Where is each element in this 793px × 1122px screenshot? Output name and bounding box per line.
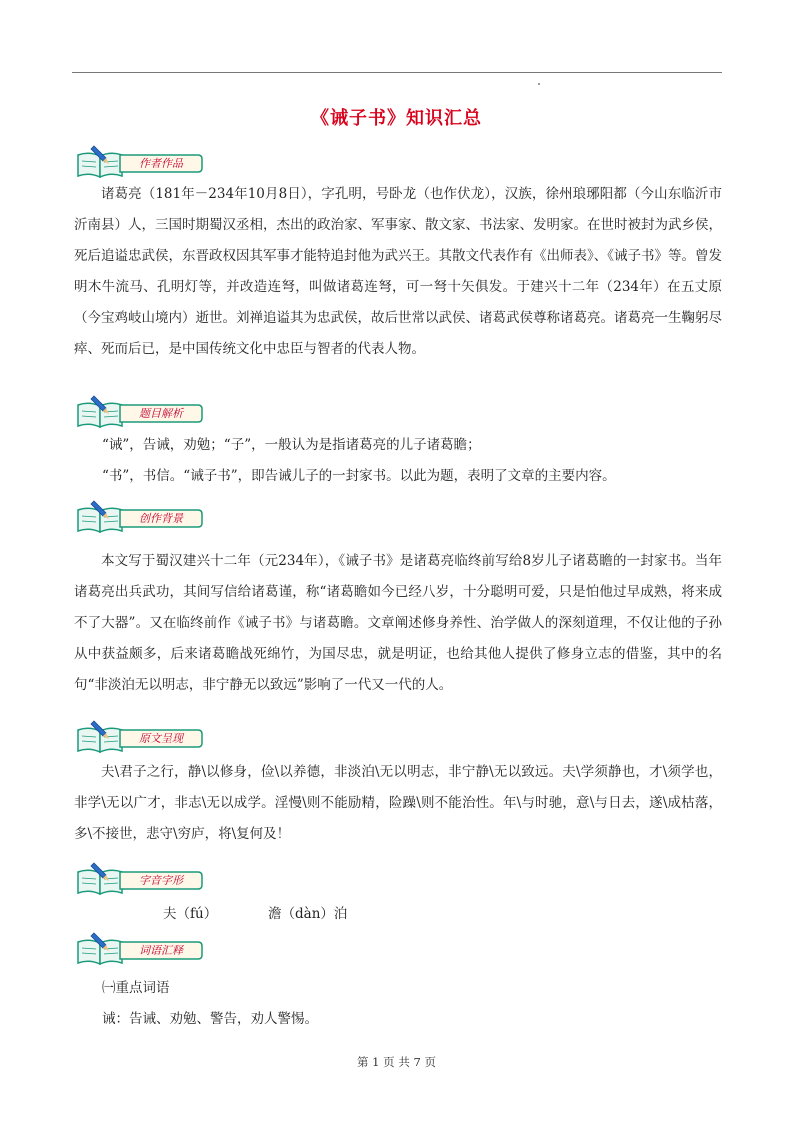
pronunciation-item-1: 夫（fú） xyxy=(163,906,218,922)
section-badge-background xyxy=(76,498,208,534)
pronunciation-item-2: 澹（dàn）泊 xyxy=(268,906,348,922)
page-title: 《诫子书》知识汇总 xyxy=(311,108,482,129)
book-pencil-icon xyxy=(76,498,124,534)
section-label: 词语汇释 xyxy=(139,944,183,957)
section-label: 题目解析 xyxy=(139,407,183,420)
background-paragraph: 本文写于蜀汉建兴十二年（元234年），《诫子书》是诸葛亮临终前写给8岁儿子诸葛瞻的一封家书。当年诸葛亮出兵武功，其间写信给诸葛谨，称“诸葛瞻如今已经八岁，十分聪明可爱，只是怕他过早成熟，将来成不了大器”。又在临终前作《诫子书》与诸葛瞻。文章阐述修身养性、治学做人的深刻道理，不仅让他的子孙从中获益颇多，后来诸葛瞻战死绵竹，为国尽忠，就是明证，也给其他人提供了修身立志的借鉴，其中的名句“非淡泊无以明志，非宁静无以致远”影响了一代又一代的人。 xyxy=(74,553,722,693)
section-label: 创作背景 xyxy=(139,512,183,525)
vocab-item: 诫：告诫、劝勉、警告，劝人警惕。 xyxy=(102,1011,318,1027)
book-pencil-icon xyxy=(76,930,124,966)
section-badge-original xyxy=(76,718,208,754)
author-paragraph: 诸葛亮（181年－234年10月8日），字孔明，号卧龙（也作伏龙），汉族，徐州琅琊阳都（今山东临沂市沂南县）人，三国时期蜀汉丞相，杰出的政治家、军事家、散文家、书法家、发明家。在世时被封为武乡侯，死后追谥忠武侯，东晋政权因其军事才能特追封他为武兴王。其散文代表作有《出师表》、《诫子书》等。曾发明木牛流马、孔明灯等，并改造连弩，叫做诸葛连弩，可一弩十矢俱发。于建兴十二年（234年）在五丈原（今宝鸡岐山境内）逝世。刘禅追谥其为忠武侯，故后世常以武侯、诸葛武侯尊称诸葛亮。诸葛亮一生鞠躬尽瘁、死而后已，是中国传统文化中忠臣与智者的代表人物。 xyxy=(74,186,722,357)
header-mark xyxy=(538,83,540,85)
title-analysis-line-2: “书”，书信。“诫子书”，即告诫儿子的一封家书。以此为题，表明了文章的主要内容。 xyxy=(102,468,616,484)
book-pencil-icon xyxy=(76,143,124,179)
section-label: 作者作品 xyxy=(139,157,183,170)
book-pencil-icon xyxy=(76,718,124,754)
page-footer: 第 1 页 共 7 页 xyxy=(357,1055,436,1069)
section-label: 原文呈现 xyxy=(139,732,183,745)
section-badge-pronunciation xyxy=(76,860,208,896)
book-pencil-icon xyxy=(76,860,124,896)
section-badge-vocab xyxy=(76,930,208,966)
section-badge-title xyxy=(76,393,208,429)
title-analysis-line-1: “诫”，告诫，劝勉；“子”，一般认为是指诸葛亮的儿子诸葛瞻； xyxy=(102,437,481,453)
section-label: 字音字形 xyxy=(139,874,183,887)
book-pencil-icon xyxy=(76,393,124,429)
header-rule xyxy=(72,72,722,73)
section-badge-author xyxy=(76,143,208,179)
original-text-paragraph: 夫\君子之行，静\以修身，俭\以养德，非淡泊\无以明志，非宁静\无以致远。夫\学须静也，才\须学也，非学\无以广才，非志\无以成学。淫慢\则不能励精，险躁\则不能治性。年\与时驰，意\与日去，遂\成枯落，多\不接世，悲守\穷庐，将\复何及！ xyxy=(74,764,722,842)
vocab-heading: ㈠重点词语 xyxy=(102,980,170,996)
